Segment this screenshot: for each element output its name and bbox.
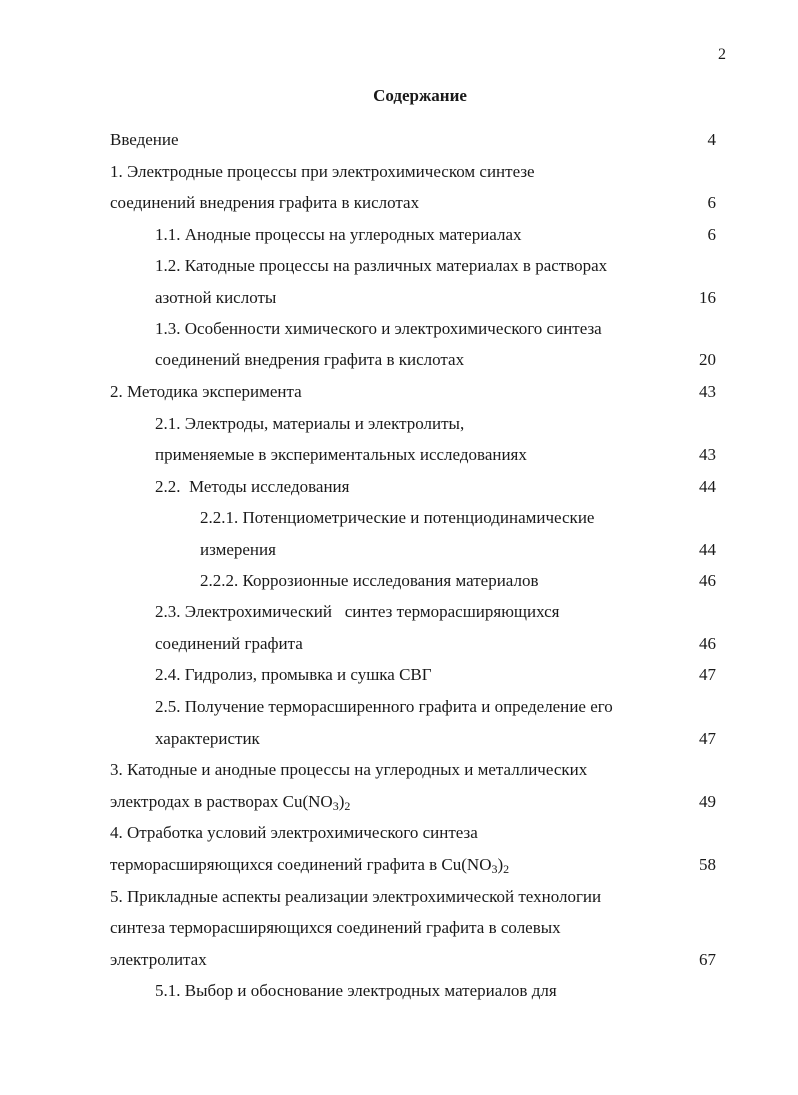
toc-page-ch1: 6 xyxy=(707,193,716,212)
toc-entry-s2-2-1-line1: 2.2.1. Потенциометрические и потенциодинамические xyxy=(200,508,595,527)
toc-title: Содержание xyxy=(373,86,467,105)
toc-entry-ch5-line1: 5. Прикладные аспекты реализации электрохимической технологии xyxy=(110,887,602,906)
toc-page-s1-1: 6 xyxy=(707,225,716,244)
subscript-3: 3 xyxy=(332,799,339,813)
toc-page-s2-1: 43 xyxy=(699,445,716,464)
toc-page-ch3: 49 xyxy=(699,792,716,811)
toc-page-s1-2: 16 xyxy=(699,288,716,307)
toc-page-s2-4: 47 xyxy=(699,665,716,684)
subscript-2: 2 xyxy=(503,862,510,876)
toc-entry-ch3-line2 xyxy=(110,792,350,812)
toc-page-ch4: 58 xyxy=(699,855,716,874)
toc-entry-ch5-line2: синтеза терморасширяющихся соединений графита в солевых xyxy=(110,918,561,937)
toc-entry-s1-1: 1.1. Анодные процессы на углеродных материалах xyxy=(155,225,522,244)
paren-close: ) xyxy=(338,792,345,811)
toc-entry-s2-2-2: 2.2.2. Коррозионные исследования материалов xyxy=(200,571,539,590)
toc-entry-s1-3-line2: соединений внедрения графита в кислотах xyxy=(155,350,465,369)
subscript-3: 3 xyxy=(491,862,498,876)
toc-entry-s2-1-line2: применяемые в экспериментальных исследованиях xyxy=(155,445,527,464)
toc-entry-ch3-line2-text: электродах в растворах Cu(NO xyxy=(110,792,333,811)
toc-page-ch5: 67 xyxy=(699,950,716,969)
subscript-2: 2 xyxy=(344,799,351,813)
toc-entry-s1-2-line1: 1.2. Катодные процессы на различных материалах в растворах xyxy=(155,256,608,275)
toc-entry-ch3-line1: 3. Катодные и анодные процессы на углеродных и металлических xyxy=(110,760,588,779)
toc-page-s2-2: 44 xyxy=(699,477,716,496)
paren-close: ) xyxy=(497,855,504,874)
toc-entry-ch4-line2-text: терморасширяющихся соединений графита в Cu(NO xyxy=(110,855,492,874)
toc-entry-ch4-line1: 4. Отработка условий электрохимического синтеза xyxy=(110,823,478,842)
toc-page-s2-2-1: 44 xyxy=(699,540,716,559)
toc-entry-s5-1: 5.1. Выбор и обоснование электродных материалов для xyxy=(155,981,557,1000)
toc-entry-s2-5-line1: 2.5. Получение терморасширенного графита и определение его xyxy=(155,697,613,716)
toc-entry-ch1-line1: 1. Электродные процессы при электрохимическом синтезе xyxy=(110,162,535,181)
toc-page-s2-5: 47 xyxy=(699,729,716,748)
toc-entry-s2-2: 2.2. Методы исследования xyxy=(155,477,350,496)
toc-entry-s2-2-1-line2: измерения xyxy=(200,540,276,559)
toc-entry-intro: Введение xyxy=(110,130,179,149)
toc-entry-ch5-line3: электролитах xyxy=(110,950,207,969)
toc-entry-ch4-line2 xyxy=(110,855,509,875)
page-number: 2 xyxy=(718,46,726,63)
toc-page-s2-2-2: 46 xyxy=(699,571,716,590)
toc-page-ch2: 43 xyxy=(699,382,716,401)
toc-entry-s1-3-line1: 1.3. Особенности химического и электрохимического синтеза xyxy=(155,319,602,338)
toc-page-intro: 4 xyxy=(707,130,716,149)
toc-entry-s2-5-line2: характеристик xyxy=(155,729,260,748)
toc-entry-s2-3-line1: 2.3. Электрохимический синтез терморасширяющихся xyxy=(155,602,560,621)
toc-entry-s2-1-line1: 2.1. Электроды, материалы и электролиты, xyxy=(155,414,465,433)
toc-page-s1-3: 20 xyxy=(699,350,716,369)
toc-entry-ch2: 2. Методика эксперимента xyxy=(110,382,302,401)
toc-page-s2-3: 46 xyxy=(699,634,716,653)
toc-entry-s1-2-line2: азотной кислоты xyxy=(155,288,277,307)
toc-entry-s2-4: 2.4. Гидролиз, промывка и сушка СВГ xyxy=(155,665,432,684)
toc-entry-s2-3-line2: соединений графита xyxy=(155,634,303,653)
toc-entry-ch1-line2: соединений внедрения графита в кислотах xyxy=(110,193,420,212)
